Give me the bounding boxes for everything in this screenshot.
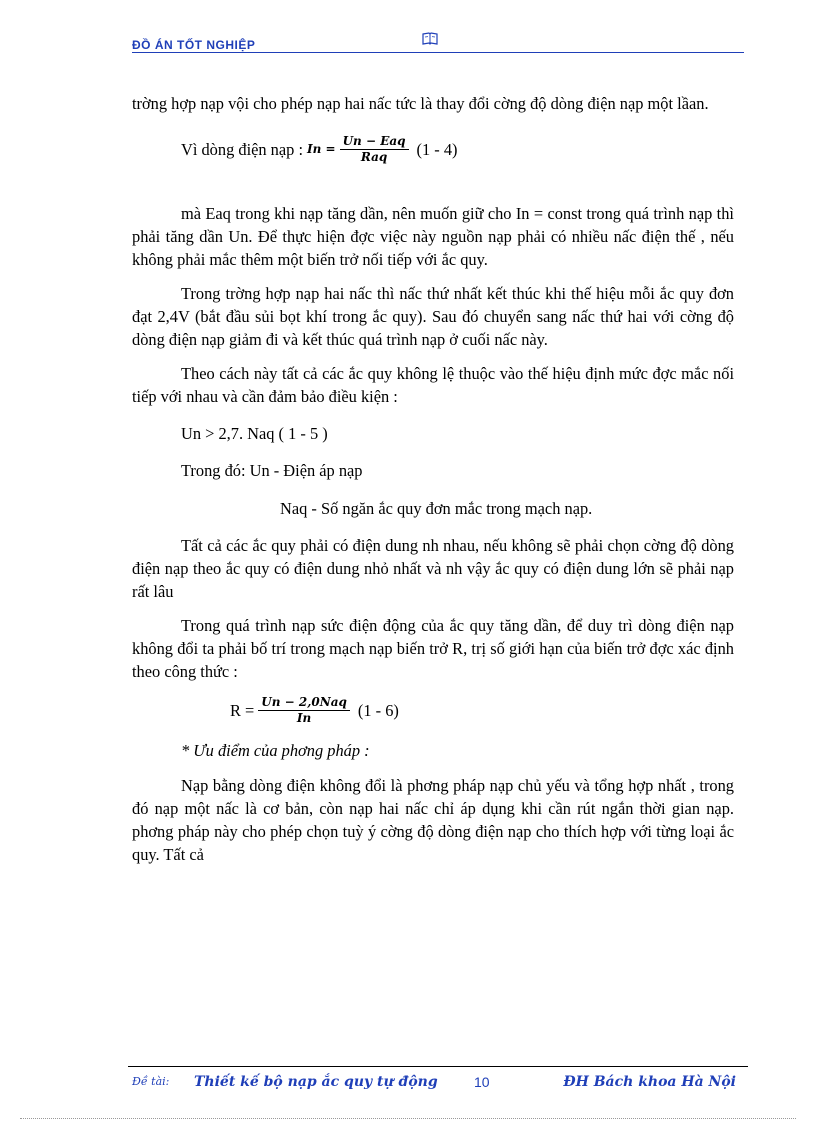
page-number: 10 xyxy=(474,1074,490,1090)
equation-2-fraction xyxy=(258,695,350,726)
equation-1-5: Un > 2,7. Naq ( 1 - 5 ) xyxy=(181,424,328,443)
paragraph-4: Trong trờng hợp nạp hai nấc thì nấc thứ nhất kết thúc khi thế hiệu mỗi ắc quy đơn đạt 2,4V (bắt đầu sủi bọt khí trong ắc quy). Sau đó chuyển sang nấc thứ hai với cờng độ dòng điện nạp giảm đi và kết thúc quá trình nạp ở cuối nấc này. xyxy=(132,284,734,349)
paragraph-9: Tất cả các ắc quy phải có điện dung nh nhau, nếu không sẽ phải chọn cờng độ dòng điện nạp theo ắc quy có điện dung nhỏ nhất và nh vậy ắc quy có điện dung lớn sẽ phải nạp rất lâu xyxy=(132,536,734,601)
paragraph-10: Trong quá trình nạp sức điện động của ắc quy tăng dần, để duy trì dòng điện nạp không đổi ta phải bố trí trong mạch nạp biến trở R, trị số giới hạn của biến trở đợc xác định theo công thức : xyxy=(132,616,734,681)
page-bottom-border xyxy=(20,1118,796,1119)
equation-2-numerator: Un − 2,0Naq xyxy=(258,695,350,711)
footer-label: Đề tài: xyxy=(132,1075,170,1088)
header-title: ĐỒ ÁN TỐT NGHIỆP xyxy=(132,38,256,52)
equation-2-denominator: In xyxy=(296,710,312,725)
footer-school: ĐH Bách khoa Hà Nội xyxy=(563,1074,736,1090)
paragraph-1: trờng hợp nạp vội cho phép nạp hai nấc tức là thay đổi cờng độ dòng điện nạp một lầan. xyxy=(132,94,709,113)
equation-2-lhs: R = xyxy=(230,700,255,720)
equation-2-tag: (1 - 6) xyxy=(357,700,399,720)
book-icon xyxy=(422,32,438,46)
footer-rule xyxy=(128,1066,748,1067)
equation-1-numerator: Un − Eaq xyxy=(340,134,409,150)
paragraph-13: Nạp bằng dòng điện không đổi là phơng pháp nạp chủ yếu và tổng hợp nhất , trong đó nạp một nấc là cơ bản, còn nạp hai nấc chỉ áp dụng khi cần rút ngắn thời gian nạp. phơng pháp này cho phép chọn tuỳ ý cờng độ dòng điện nạp cho thích hợp với từng loại ắc quy. Tất cả xyxy=(132,776,734,864)
equation-1-tag: (1 - 4) xyxy=(416,139,458,159)
paragraph-naq-definition: Naq - Số ngăn ắc quy đơn mắc trong mạch nạp. xyxy=(280,499,593,518)
footer-title: Thiết kế bộ nạp ắc quy tự động xyxy=(194,1074,438,1090)
equation-1-fraction xyxy=(340,134,409,165)
paragraph-3: mà Eaq trong khi nạp tăng dần, nên muốn giữ cho In = const trong quá trình nạp thì phải tăng dần Un. Để thực hiện đợc việc này nguồn nạp phải có nhiều nấc điện thế , nếu không phải mắc thêm một biến trở nối tiếp với ắc quy. xyxy=(132,204,734,269)
advantages-heading: * Ưu điểm của phơng pháp : xyxy=(181,741,370,760)
body-text xyxy=(132,92,734,866)
equation-1-denominator: Raq xyxy=(360,149,388,164)
equation-1-line xyxy=(132,126,734,172)
equation-2-line xyxy=(132,687,734,733)
paragraph-5: Theo cách này tất cả các ắc quy không lệ thuộc vào thế hiệu định mức đợc mắc nối tiếp với nhau và cần đảm bảo điều kiện : xyxy=(132,364,734,406)
page-header xyxy=(132,38,744,53)
equation-1-intro: Vì dòng điện nạp : xyxy=(181,139,304,159)
page-footer xyxy=(132,1074,736,1094)
equation-1-lhs: In = xyxy=(307,141,336,156)
paragraph-where: Trong đó: Un - Điện áp nạp xyxy=(181,461,363,480)
